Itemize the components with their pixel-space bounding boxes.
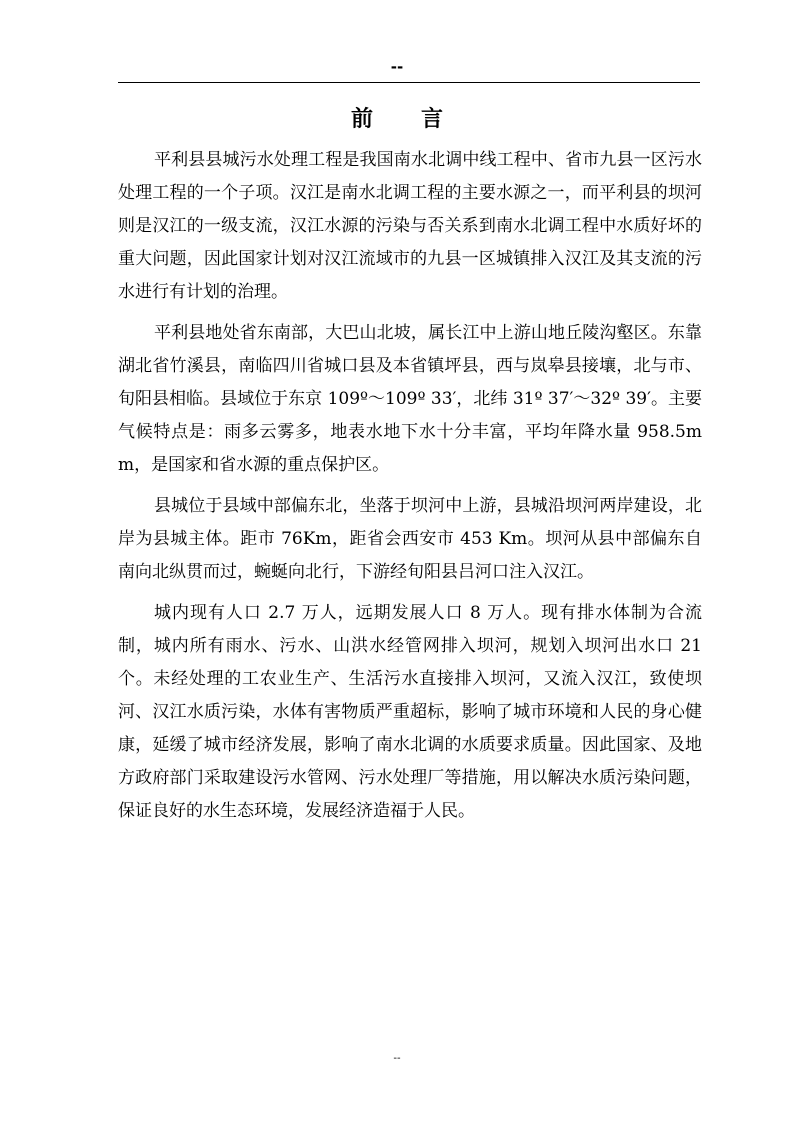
header-divider [118,82,700,83]
paragraph-4: 城内现有人口 2.7 万人，远期发展人口 8 万人。现有排水体制为合流制，城内所有雨水、污水、山洪水经管网排入坝河，规划入坝河出水口 21 个。未经处理的工农业生产、生活污水直接排入坝河，又流入汉江，致使坝河、汉江水质污染，水体有害物质严重超标，影响了城市环境和人民的身心健康，延缓了城市经济发展，影响了南水北调的水质要求质量。因此国家、及地方政府部门采取建设污水管网、污水处理厂等措施，用以解决水质污染问题，保证良好的水生态环境，发展经济造福于人民。 [118,603,702,821]
paragraph-3: 县城位于县域中部偏东北，坐落于坝河中上游，县城沿坝河两岸建设，北岸为县城主体。距市 76Km，距省会西安市 453 Km。坝河从县中部偏东自南向北纵贯而过，蜿蜒向北行，下游经旬阳县吕河口注入汉江。 [118,496,702,582]
page-footer-mark: -- [393,1053,401,1064]
document-body [118,144,702,836]
paragraph-2: 平利县地处省东南部，大巴山北坡，属长江中上游山地丘陵沟壑区。东靠湖北省竹溪县，南临四川省城口县及本省镇坪县，西与岚皋县接壤，北与市、旬阳县相临。县域位于东京 109º～109º 33′，北纬 31º 37′～32º 39′。主要气候特点是：雨多云雾多，地表水地下水十分丰富，平均年降水量 958.5mm，是国家和省水源的重点保护区。 [118,323,702,475]
paragraph-1: 平利县县城污水处理工程是我国南水北调中线工程中、省市九县一区污水处理工程的一个子项。汉江是南水北调工程的主要水源之一，而平利县的坝河则是汉江的一级支流，汉江水源的污染与否关系到南水北调工程中水质好坏的重大问题，因此国家计划对汉江流域市的九县一区城镇排入汉江及其支流的污水进行有计划的治理。 [118,150,702,302]
page-header-mark: -- [390,58,404,76]
section-title: 前言 [350,106,491,132]
